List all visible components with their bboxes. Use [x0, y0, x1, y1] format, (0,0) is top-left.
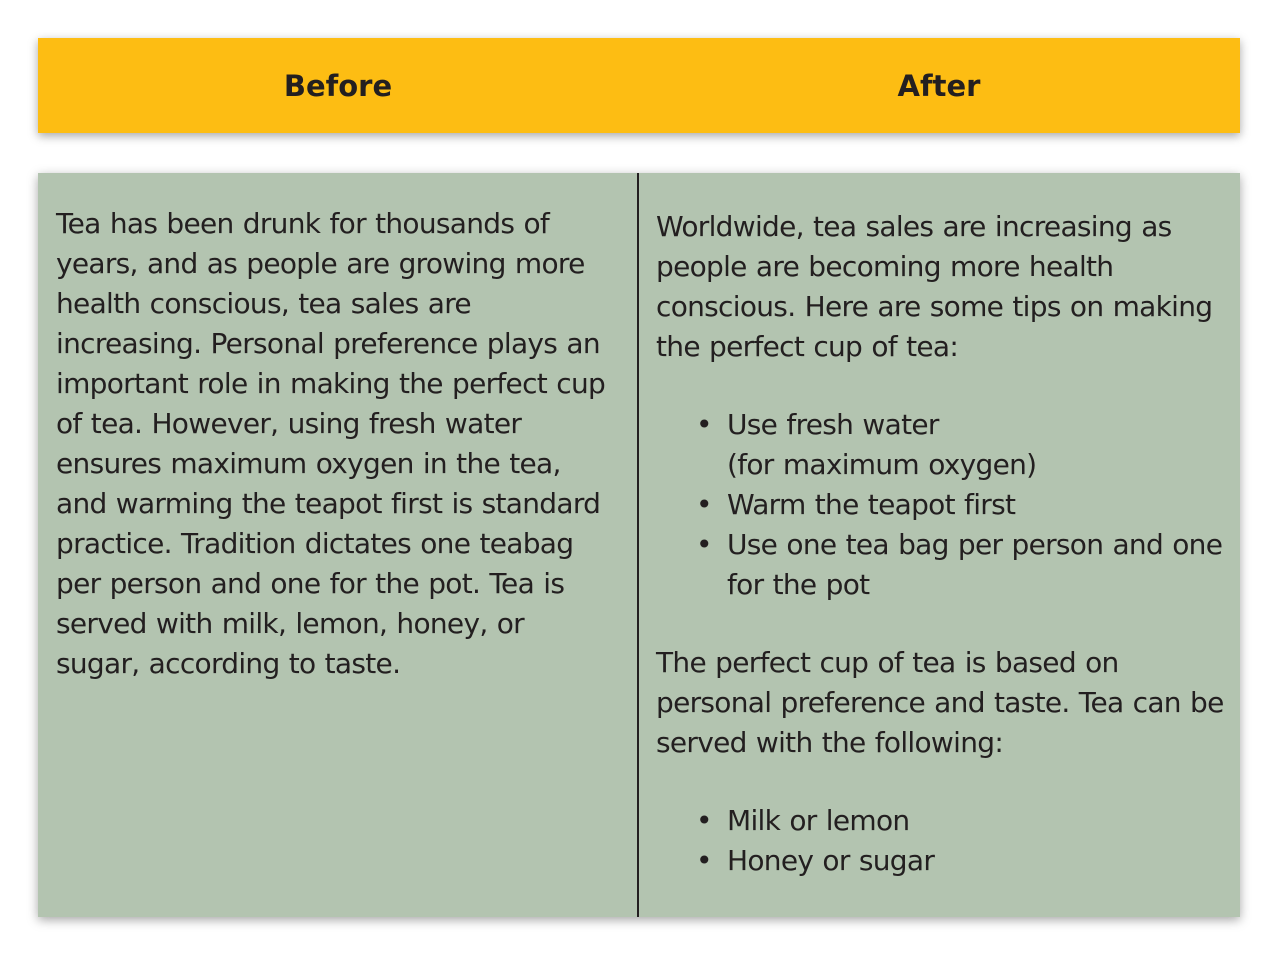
after-intro: Worldwide, tea sales are increasing as people are becoming more health conscious. Here are some tips on making the perfect cup of tea: [656, 210, 1213, 363]
spacer [656, 763, 1226, 801]
header-bar [38, 38, 1240, 133]
tip-text: Warm the teapot first [727, 488, 1016, 521]
spacer [656, 605, 1226, 643]
tips-list [656, 405, 1226, 605]
bullet-icon: • [696, 804, 712, 837]
tip-item [696, 525, 1226, 605]
bullet-icon: • [696, 488, 712, 521]
before-paragraph: Tea has been drunk for thousands of years, and as people are growing more health conscious, tea sales are increasing. Personal preference plays an important role in making the perfect cup of tea. However, using fresh water ensures maximum oxygen in the tea, and warming the teapot first is standard practice. Tradition dictates one teabag per person and one for the pot. Tea is served with milk, lemon, honey, or sugar, according to taste. [56, 207, 606, 680]
after-outro: The perfect cup of tea is based on personal preference and taste. Tea can be served with the following: [656, 646, 1224, 759]
after-heading: After [897, 68, 981, 103]
after-column [656, 173, 1226, 881]
bullet-icon: • [696, 844, 712, 877]
before-heading: Before [283, 68, 393, 103]
before-column [56, 173, 616, 684]
tip-text: Use one tea bag per person and one for the pot [727, 528, 1223, 601]
serving-text: Milk or lemon [727, 804, 910, 837]
bullet-icon: • [696, 408, 712, 441]
tip-item [696, 405, 1226, 485]
serving-item [696, 801, 1226, 841]
column-divider [637, 173, 639, 917]
tip-item [696, 485, 1226, 525]
bullet-icon: • [696, 528, 712, 561]
serving-text: Honey or sugar [727, 844, 935, 877]
tip-text: Use fresh water [727, 408, 939, 441]
tip-subtext: (for maximum oxygen) [727, 448, 1037, 481]
servings-list [656, 801, 1226, 881]
spacer [656, 367, 1226, 405]
comparison-panel [38, 173, 1240, 917]
serving-item [696, 841, 1226, 881]
